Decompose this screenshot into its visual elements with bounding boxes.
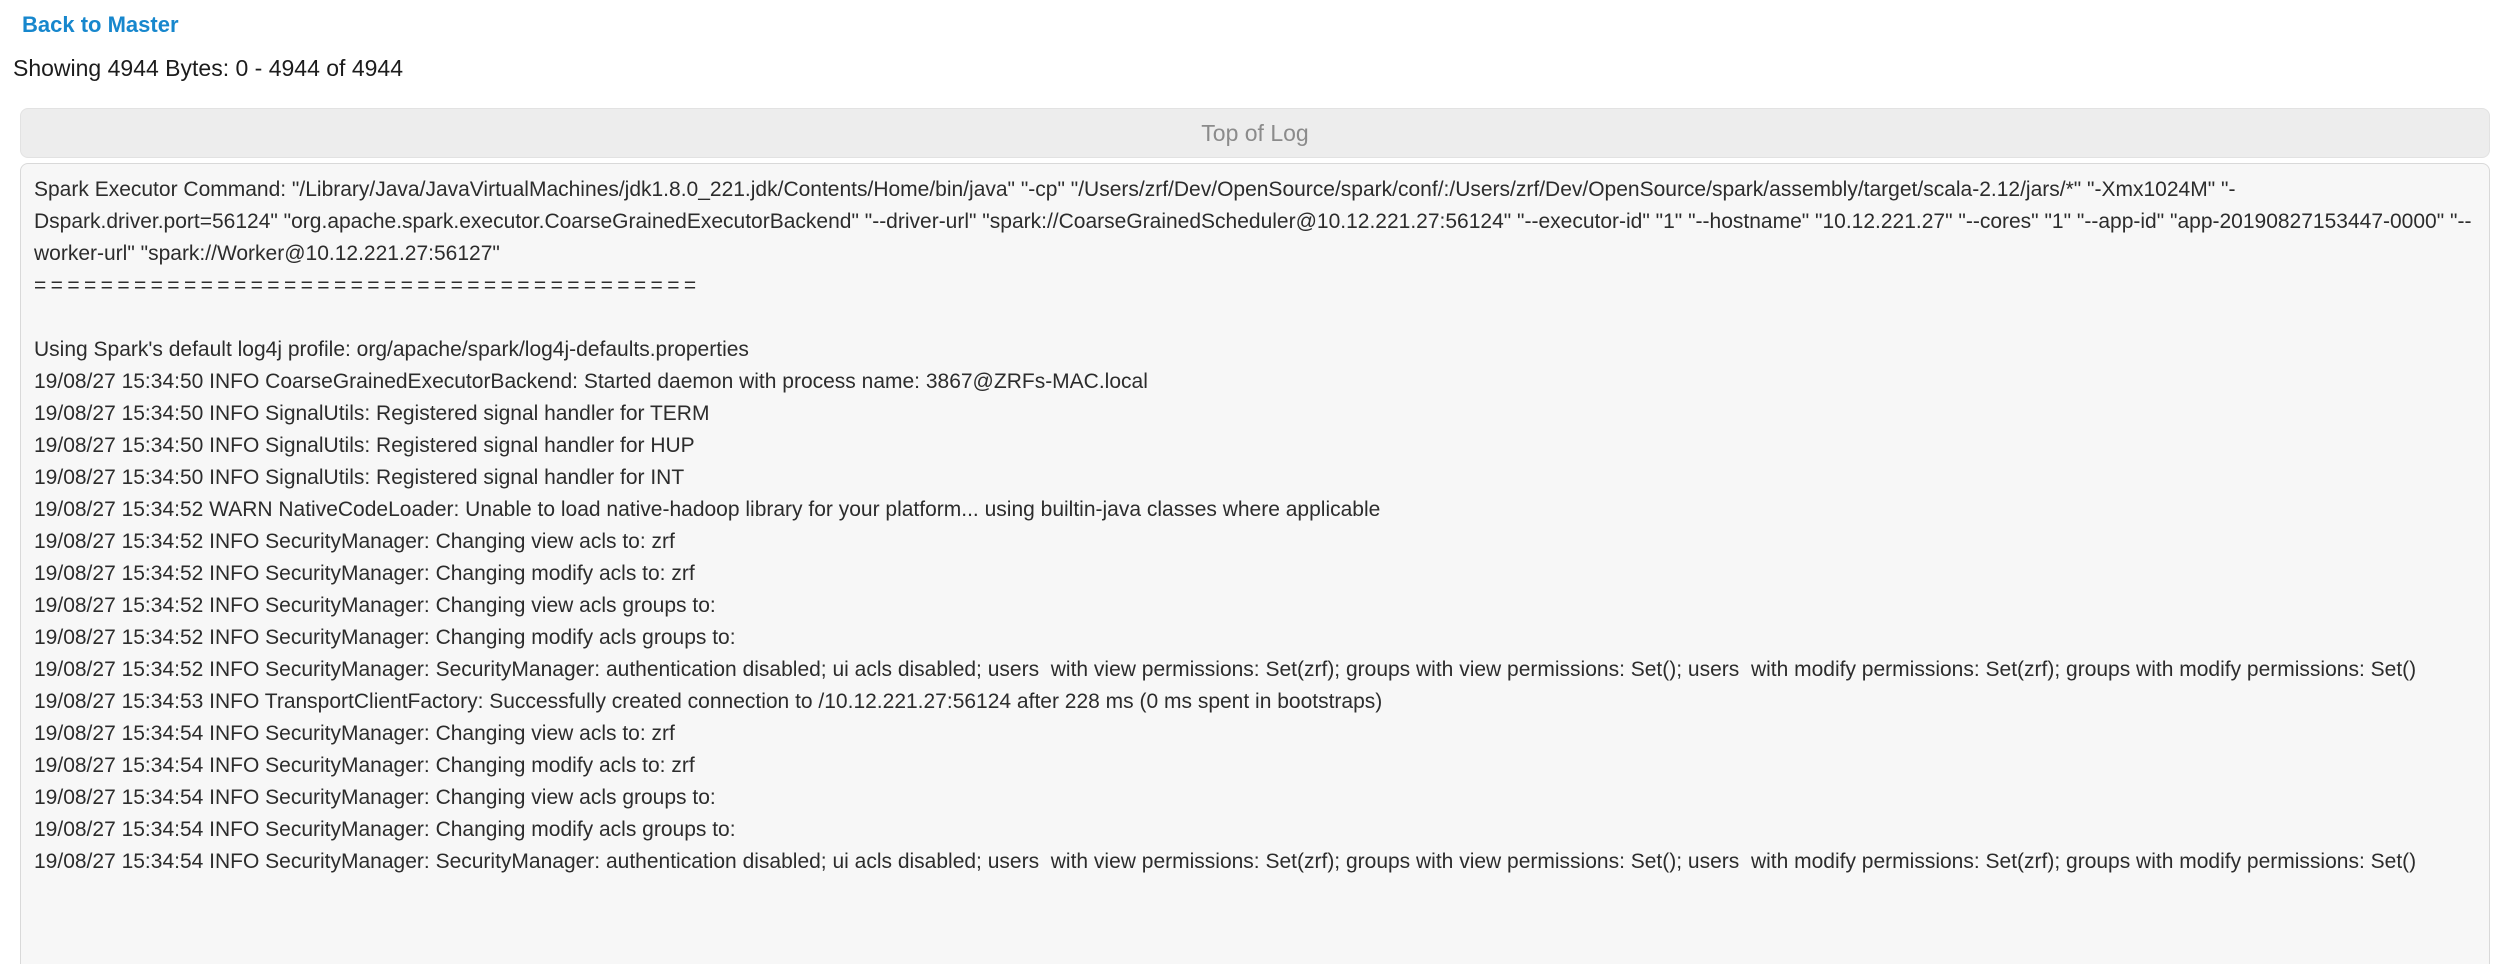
byte-range-text: Showing 4944 Bytes: 0 - 4944 of 4944: [13, 55, 404, 81]
log-content: [20, 163, 2490, 964]
log-line: 19/08/27 15:34:50 INFO SignalUtils: Registered signal handler for HUP: [34, 434, 695, 457]
log-line: 19/08/27 15:34:54 INFO SecurityManager: Changing modify acls groups to:: [34, 818, 736, 841]
log-line: 19/08/27 15:34:52 INFO SecurityManager: Changing modify acls to: zrf: [34, 562, 695, 585]
log-line: ========================================: [34, 274, 701, 297]
log-line: 19/08/27 15:34:52 WARN NativeCodeLoader: Unable to load native-hadoop library for your platform... using builtin-java classes where applicable: [34, 498, 1381, 521]
log-line: 19/08/27 15:34:52 INFO SecurityManager: SecurityManager: authentication disabled; ui acls disabled; users with view permissions: Set(zrf); groups with view permissions: Set(); users with modify permissions: Set(zrf); groups with modify permissions: Set(): [34, 658, 2417, 681]
log-line: 19/08/27 15:34:53 INFO TransportClientFactory: Successfully created connection to /10.12.221.27:56124 after 228 ms (0 ms spent in bootstraps): [34, 690, 1383, 713]
log-line: Spark Executor Command: "/Library/Java/JavaVirtualMachines/jdk1.8.0_221.jdk/Contents/Home/bin/java" "-cp" "/Users/zrf/Dev/OpenSource/spark/conf/:/Users/zrf/Dev/OpenSource/spark/assembly/target/scala-2.12/jars/*" "-Xmx1024M" "-Dspark.driver.port=56124" "org.apache.spark.executor.CoarseGrainedExecutorBackend" "--driver-url" "spark://CoarseGrainedScheduler@10.12.221.27:56124" "--executor-id" "1" "--hostname" "10.12.221.27" "--cores" "1" "--app-id" "app-20190827153447-0000" "--worker-url" "spark://Worker@10.12.221.27:56127": [34, 178, 2472, 265]
log-line: 19/08/27 15:34:50 INFO SignalUtils: Registered signal handler for TERM: [34, 402, 710, 425]
log-lines: [34, 174, 2476, 878]
log-line: 19/08/27 15:34:54 INFO SecurityManager: SecurityManager: authentication disabled; ui acls disabled; users with view permissions: Set(zrf); groups with view permissions: Set(); users with modify permissions: Set(zrf); groups with modify permissions: Set(): [34, 850, 2417, 873]
log-line: 19/08/27 15:34:50 INFO SignalUtils: Registered signal handler for INT: [34, 466, 685, 489]
top-of-log-banner: [20, 108, 2490, 158]
header-row: [0, 0, 2510, 38]
log-line: 19/08/27 15:34:54 INFO SecurityManager: Changing view acls to: zrf: [34, 722, 675, 745]
log-line: 19/08/27 15:34:54 INFO SecurityManager: Changing modify acls to: zrf: [34, 754, 695, 777]
back-to-master-link[interactable]: Back to Master: [22, 12, 179, 37]
log-line: Using Spark's default log4j profile: org/apache/spark/log4j-defaults.properties: [34, 338, 749, 361]
log-line: [34, 302, 2476, 334]
log-line: 19/08/27 15:34:52 INFO SecurityManager: Changing modify acls groups to:: [34, 626, 736, 649]
log-line: 19/08/27 15:34:52 INFO SecurityManager: Changing view acls groups to:: [34, 594, 716, 617]
top-of-log-label: Top of Log: [1201, 119, 1309, 146]
log-line: 19/08/27 15:34:54 INFO SecurityManager: Changing view acls groups to:: [34, 786, 716, 809]
log-line: 19/08/27 15:34:50 INFO CoarseGrainedExecutorBackend: Started daemon with process name: 3867@ZRFs-MAC.local: [34, 370, 1148, 393]
log-line: 19/08/27 15:34:52 INFO SecurityManager: Changing view acls to: zrf: [34, 530, 675, 553]
